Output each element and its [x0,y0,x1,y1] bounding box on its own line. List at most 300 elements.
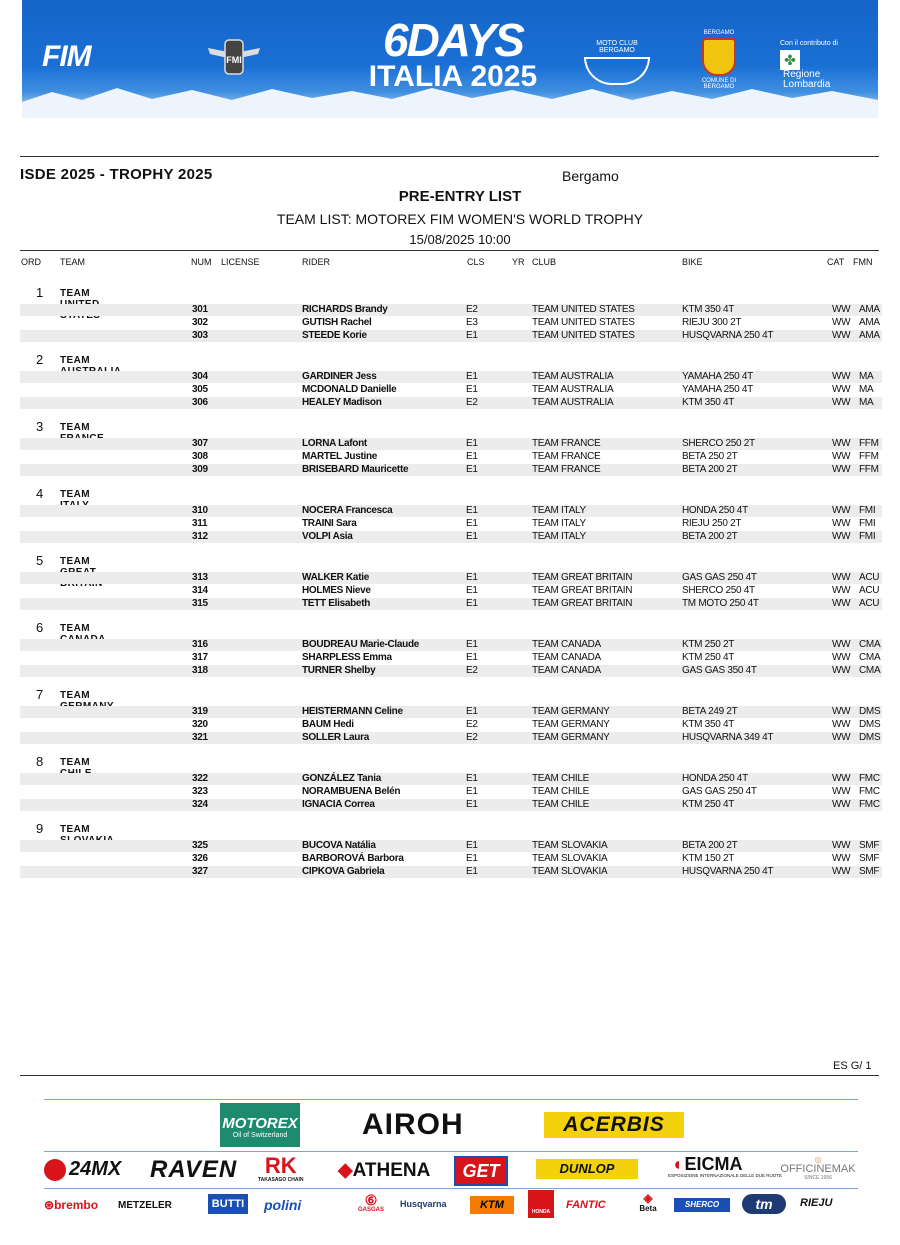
rider-club: TEAM GREAT BRITAIN [532,585,633,596]
rider-cat: WW [832,598,851,609]
raven-logo: RAVEN [150,1156,238,1183]
rider-club: TEAM CHILE [532,773,590,784]
table-row [20,397,882,409]
team-name: TEAM [60,623,90,634]
officinemak-name: OFFICINEMAK [780,1163,856,1175]
rider-name: GUTISH Rachel [302,317,372,328]
team-name: TEAM [60,824,90,835]
rider-club: TEAM UNITED STATES [532,317,635,328]
rider-cat: WW [832,384,851,395]
rider-cls: E3 [466,317,478,328]
rider-bike: KTM 150 2T [682,853,735,864]
list-title: PRE-ENTRY LIST [398,188,522,205]
snow-mountains [22,84,878,118]
rider-fmn: CMA [859,665,881,676]
team-ord: 1 [36,285,44,300]
rider-name: BAUM Hedi [302,719,354,730]
rider-cls: E1 [466,799,478,810]
sponsor-separator-top [44,1099,858,1100]
officinemak-sub: SINCE 1956 [804,1175,832,1181]
rider-club: TEAM GERMANY [532,706,610,717]
rider-cls: E1 [466,438,478,449]
rider-bike: HUSQVARNA 250 4T [682,330,774,341]
rider-cat: WW [832,652,851,663]
rider-num: 315 [192,598,208,609]
rider-fmn: DMS [859,706,881,717]
rider-cls: E1 [466,384,478,395]
rider-bike: BETA 200 2T [682,840,738,851]
rider-fmn: AMA [859,304,880,315]
rider-num: 312 [192,531,208,542]
rider-fmn: MA [859,371,874,382]
rider-fmn: FMI [859,518,876,529]
rider-club: TEAM AUSTRALIA [532,371,614,382]
rider-club: TEAM SLOVAKIA [532,840,608,851]
rider-club: TEAM CHILE [532,799,590,810]
moto-club-bergamo-emblem [584,57,650,85]
rider-num: 302 [192,317,208,328]
col-cls: CLS [467,257,485,267]
rider-cls: E1 [466,518,478,529]
rider-cls: E1 [466,531,478,542]
rider-num: 326 [192,853,208,864]
rider-cat: WW [832,706,851,717]
rider-fmn: FMI [859,505,876,516]
col-fmn: FMN [853,257,873,267]
rider-cat: WW [832,397,851,408]
moto-club-bergamo-logo [582,40,652,85]
tm-logo: tm [742,1194,786,1214]
gasgas-icon: ⑥ [364,1192,378,1208]
rider-club: TEAM GERMANY [532,732,610,743]
rieju-logo: RIEJU [800,1197,833,1209]
rider-name: IGNACIA Correa [302,799,375,810]
brembo-icon: ⊛ [44,1198,55,1212]
rider-cls: E1 [466,451,478,462]
rider-bike: GAS GAS 350 4T [682,665,757,676]
rider-num: 308 [192,451,208,462]
rider-fmn: CMA [859,639,881,650]
rider-club: TEAM GREAT BRITAIN [532,598,633,609]
acerbis-logo: ACERBIS [544,1112,684,1138]
footer-rule [20,1075,879,1076]
get-logo: GET [454,1156,508,1186]
rider-cls: E1 [466,572,478,583]
rider-club: TEAM FRANCE [532,438,601,449]
rider-cls: E1 [466,639,478,650]
rider-cat: WW [832,371,851,382]
metzeler-logo: METZELER [118,1200,172,1211]
regione-lombardia-name: Regione Lombardia [783,69,831,90]
rider-club: TEAM SLOVAKIA [532,853,608,864]
table-row [20,371,882,383]
rider-num: 304 [192,371,208,382]
eicma-text: EICMA [684,1154,743,1174]
table-row [20,853,882,865]
team-list-title: TEAM LIST: MOTOREX FIM WOMEN'S WORLD TROPHY [276,211,644,227]
team-name: TEAM [60,489,90,500]
bergamo-crest-icon [702,38,736,76]
rider-name: MARTEL Justine [302,451,378,462]
rider-num: 314 [192,585,208,596]
rider-bike: BETA 249 2T [682,706,738,717]
rider-name: RICHARDS Brandy [302,304,388,315]
list-datetime: 15/08/2025 10:00 [409,232,511,247]
team-ord: 8 [36,754,44,769]
rider-name: LORNA Lafont [302,438,367,449]
rider-fmn: DMS [859,732,881,743]
rider-cat: WW [832,518,851,529]
col-num: NUM [191,257,212,267]
rider-fmn: ACU [859,585,880,596]
rider-bike: RIEJU 300 2T [682,317,742,328]
rider-cls: E1 [466,585,478,596]
eicma-sub: ESPOSIZIONE INTERNAZIONALE DELLE DUE RUOTE [668,1173,783,1178]
beta-logo [634,1192,662,1213]
beta-icon: ◈ [643,1191,653,1205]
team-name: TEAM [60,757,90,768]
rider-cat: WW [832,732,851,743]
husqvarna-logo: Husqvarna [400,1199,447,1209]
bergamo-crest-logo [696,30,742,90]
rider-club: TEAM ITALY [532,505,586,516]
rider-cat: WW [832,799,851,810]
table-row [20,732,882,744]
fantic-logo: FANTIC [566,1199,606,1211]
rider-name: STEEDE Korie [302,330,367,341]
rider-name: GARDINER Jess [302,371,377,382]
24mx-icon [44,1159,66,1181]
rider-club: TEAM CANADA [532,665,601,676]
rider-name: TETT Elisabeth [302,598,371,609]
table-row [20,505,882,517]
rider-fmn: FMC [859,773,880,784]
rider-club: TEAM CANADA [532,639,601,650]
team-ord: 3 [36,419,44,434]
rider-cls: E1 [466,598,478,609]
rider-cat: WW [832,531,851,542]
table-row [20,786,882,798]
rider-bike: KTM 250 4T [682,652,735,663]
rider-club: TEAM UNITED STATES [532,304,635,315]
col-yr: YR [512,257,525,267]
top-rule [20,156,879,157]
rk-sub: TAKASAGO CHAIN [258,1177,304,1183]
rider-num: 320 [192,719,208,730]
athena-name: ATHENA [352,1160,431,1181]
rider-bike: RIEJU 250 2T [682,518,742,529]
col-ord: ORD [21,257,41,267]
motorex-logo [220,1103,300,1147]
rider-num: 322 [192,773,208,784]
rider-fmn: SMF [859,866,880,877]
rider-club: TEAM SLOVAKIA [532,866,608,877]
motorex-sub: Oil of Switzerland [232,1132,288,1139]
sherco-logo: SHERCO [674,1198,730,1212]
table-row [20,531,882,543]
col-club: CLUB [532,257,557,267]
rider-bike: HONDA 250 4T [682,505,748,516]
rider-cat: WW [832,585,851,596]
table-row [20,799,882,811]
rider-cls: E2 [466,665,478,676]
honda-logo: HONDA [528,1190,554,1218]
beta-name: Beta [639,1204,657,1213]
rider-num: 311 [192,518,208,529]
sponsor-separator-mid [44,1151,858,1152]
rider-cls: E2 [466,304,478,315]
brembo-logo [44,1198,98,1212]
rider-cls: E1 [466,840,478,851]
rider-num: 317 [192,652,208,663]
sponsor-separator-bottom [44,1188,858,1189]
rider-fmn: MA [859,384,874,395]
rider-bike: BETA 200 2T [682,464,738,475]
regione-lombardia-logo [780,40,870,90]
table-row [20,719,882,731]
rider-club: TEAM ITALY [532,531,586,542]
team-ord: 7 [36,687,44,702]
rider-name: TURNER Shelby [302,665,376,676]
rider-bike: TM MOTO 250 4T [682,598,759,609]
col-license: LICENSE [221,257,260,267]
rider-cls: E2 [466,732,478,743]
rider-num: 319 [192,706,208,717]
bergamo-crest-top: BERGAMO [703,30,735,36]
rider-bike: KTM 350 4T [682,719,735,730]
table-row [20,330,882,342]
table-row [20,384,882,396]
table-row [20,840,882,852]
fim-logo: FIM [42,40,91,73]
rider-name: NORAMBUENA Belén [302,786,401,797]
team-name: TEAM [60,556,90,567]
rider-club: TEAM GREAT BRITAIN [532,572,633,583]
rider-cat: WW [832,505,851,516]
rider-bike: KTM 250 2T [682,639,735,650]
rider-name: SHARPLESS Emma [302,652,392,663]
officinemak-logo [776,1155,860,1181]
24mx-logo [44,1158,121,1181]
table-row [20,773,882,785]
header-rule [20,250,879,251]
rider-cls: E1 [466,786,478,797]
rider-cls: E2 [466,719,478,730]
rider-fmn: DMS [859,719,881,730]
gasgas-logo [356,1193,386,1213]
rider-name: HEALEY Madison [302,397,382,408]
rider-cls: E1 [466,652,478,663]
col-rider: RIDER [302,257,331,267]
rider-bike: BETA 200 2T [682,531,738,542]
rider-name: BRISEBARD Mauricette [302,464,409,475]
rider-cls: E1 [466,505,478,516]
rider-cat: WW [832,304,851,315]
gasgas-name: GASGAS [357,1207,384,1213]
polini-logo: polini [264,1197,302,1213]
rider-name: WALKER Katie [302,572,369,583]
rider-fmn: FMC [859,799,880,810]
rider-num: 307 [192,438,208,449]
table-row [20,706,882,718]
rk-name: RK [264,1153,297,1178]
rider-num: 305 [192,384,208,395]
rider-cat: WW [832,866,851,877]
rider-name: CIPKOVA Gabriela [302,866,385,877]
table-row [20,317,882,329]
rider-fmn: MA [859,397,874,408]
bergamo-crest-bottom: COMUNE DI BERGAMO [701,78,737,90]
rider-cat: WW [832,330,851,341]
table-row [20,639,882,651]
table-row [20,451,882,463]
rider-bike: HUSQVARNA 349 4T [682,732,774,743]
rider-club: TEAM GERMANY [532,719,610,730]
rider-num: 303 [192,330,208,341]
officinemak-icon: ◎ [814,1155,822,1164]
rider-name: HOLMES Nieve [302,585,371,596]
rider-cat: WW [832,840,851,851]
col-team: TEAM [60,257,86,267]
rider-cat: WW [832,786,851,797]
team-name: TEAM [60,288,90,299]
rider-num: 324 [192,799,208,810]
col-cat: CAT [827,257,845,267]
fmi-logo-text: FMI [226,55,242,65]
6days-logo-title: 6DAYS [383,14,523,66]
airoh-logo: AIROH [362,1108,464,1141]
rider-name: GONZÁLEZ Tania [302,773,381,784]
athena-logo [338,1159,430,1182]
rider-bike: HUSQVARNA 250 4T [682,866,774,877]
rider-cat: WW [832,572,851,583]
rider-club: TEAM FRANCE [532,451,601,462]
rider-name: TRAINI Sara [302,518,357,529]
rider-bike: KTM 350 4T [682,397,735,408]
table-row [20,572,882,584]
rider-fmn: FFM [859,451,879,462]
team-ord: 5 [36,553,44,568]
rider-bike: BETA 250 2T [682,451,738,462]
rider-num: 325 [192,840,208,851]
rider-name: BOUDREAU Marie-Claude [302,639,420,650]
rider-fmn: FMI [859,531,876,542]
rider-name: VOLPI Asia [302,531,353,542]
rk-logo [258,1155,303,1183]
rider-bike: GAS GAS 250 4T [682,572,757,583]
rider-fmn: SMF [859,840,880,851]
table-row [20,585,882,597]
rider-cls: E1 [466,371,478,382]
athena-icon: ◆ [338,1160,353,1181]
table-row [20,652,882,664]
rider-bike: YAMAHA 250 4T [682,371,753,382]
rider-cls: E1 [466,706,478,717]
ktm-logo: KTM [470,1196,514,1214]
table-row [20,464,882,476]
rider-cat: WW [832,464,851,475]
team-ord: 6 [36,620,44,635]
eicma-icon: ◐ [673,1154,685,1174]
eicma-logo [668,1154,783,1179]
rider-club: TEAM CHILE [532,786,590,797]
rider-cat: WW [832,773,851,784]
rider-bike: SHERCO 250 2T [682,438,755,449]
rider-name: BUCOVA Natália [302,840,376,851]
rider-num: 306 [192,397,208,408]
rider-bike: HONDA 250 4T [682,773,748,784]
rider-num: 323 [192,786,208,797]
rider-club: TEAM FRANCE [532,464,601,475]
rider-name: SOLLER Laura [302,732,369,743]
rider-bike: KTM 350 4T [682,304,735,315]
rider-fmn: FMC [859,786,880,797]
eicma-name [668,1155,748,1173]
rider-fmn: AMA [859,317,880,328]
rider-fmn: AMA [859,330,880,341]
table-row [20,438,882,450]
rider-bike: KTM 250 4T [682,799,735,810]
team-ord: 2 [36,352,44,367]
dunlop-logo: DUNLOP [536,1159,638,1179]
rider-cls: E1 [466,773,478,784]
rider-fmn: FFM [859,464,879,475]
moto-club-bergamo-text: MOTO CLUB BERGAMO [596,40,638,54]
rider-cls: E1 [466,464,478,475]
rider-cat: WW [832,451,851,462]
rider-num: 327 [192,866,208,877]
team-name: TEAM [60,422,90,433]
rider-bike: YAMAHA 250 4T [682,384,753,395]
rider-club: TEAM AUSTRALIA [532,384,614,395]
rider-fmn: ACU [859,572,880,583]
rider-num: 309 [192,464,208,475]
rider-cls: E1 [466,330,478,341]
rider-name: HEISTERMANN Celine [302,706,403,717]
rider-club: TEAM AUSTRALIA [532,397,614,408]
rider-fmn: FFM [859,438,879,449]
rider-club: TEAM UNITED STATES [532,330,635,341]
fmi-logo [208,36,260,78]
rider-num: 301 [192,304,208,315]
rider-num: 313 [192,572,208,583]
rider-club: TEAM ITALY [532,518,586,529]
team-name: TEAM [60,690,90,701]
team-name: TEAM [60,355,90,366]
rider-fmn: ACU [859,598,880,609]
rider-num: 321 [192,732,208,743]
col-bike: BIKE [682,257,703,267]
rider-bike: SHERCO 250 4T [682,585,755,596]
rider-num: 318 [192,665,208,676]
rider-cat: WW [832,317,851,328]
team-ord: 4 [36,486,44,501]
rider-cat: WW [832,639,851,650]
24mx-name: 24MX [69,1158,122,1180]
event-title: ISDE 2025 - TROPHY 2025 [20,166,213,183]
table-row [20,665,882,677]
rider-cat: WW [832,438,851,449]
rider-cls: E1 [466,853,478,864]
regione-lombardia-caption: Con il contributo di [780,40,838,47]
table-row [20,304,882,316]
event-city: Bergamo [562,168,619,184]
brembo-name: brembo [54,1198,99,1212]
event-banner [22,0,878,118]
team-ord: 9 [36,821,44,836]
rider-cat: WW [832,719,851,730]
table-row [20,518,882,530]
